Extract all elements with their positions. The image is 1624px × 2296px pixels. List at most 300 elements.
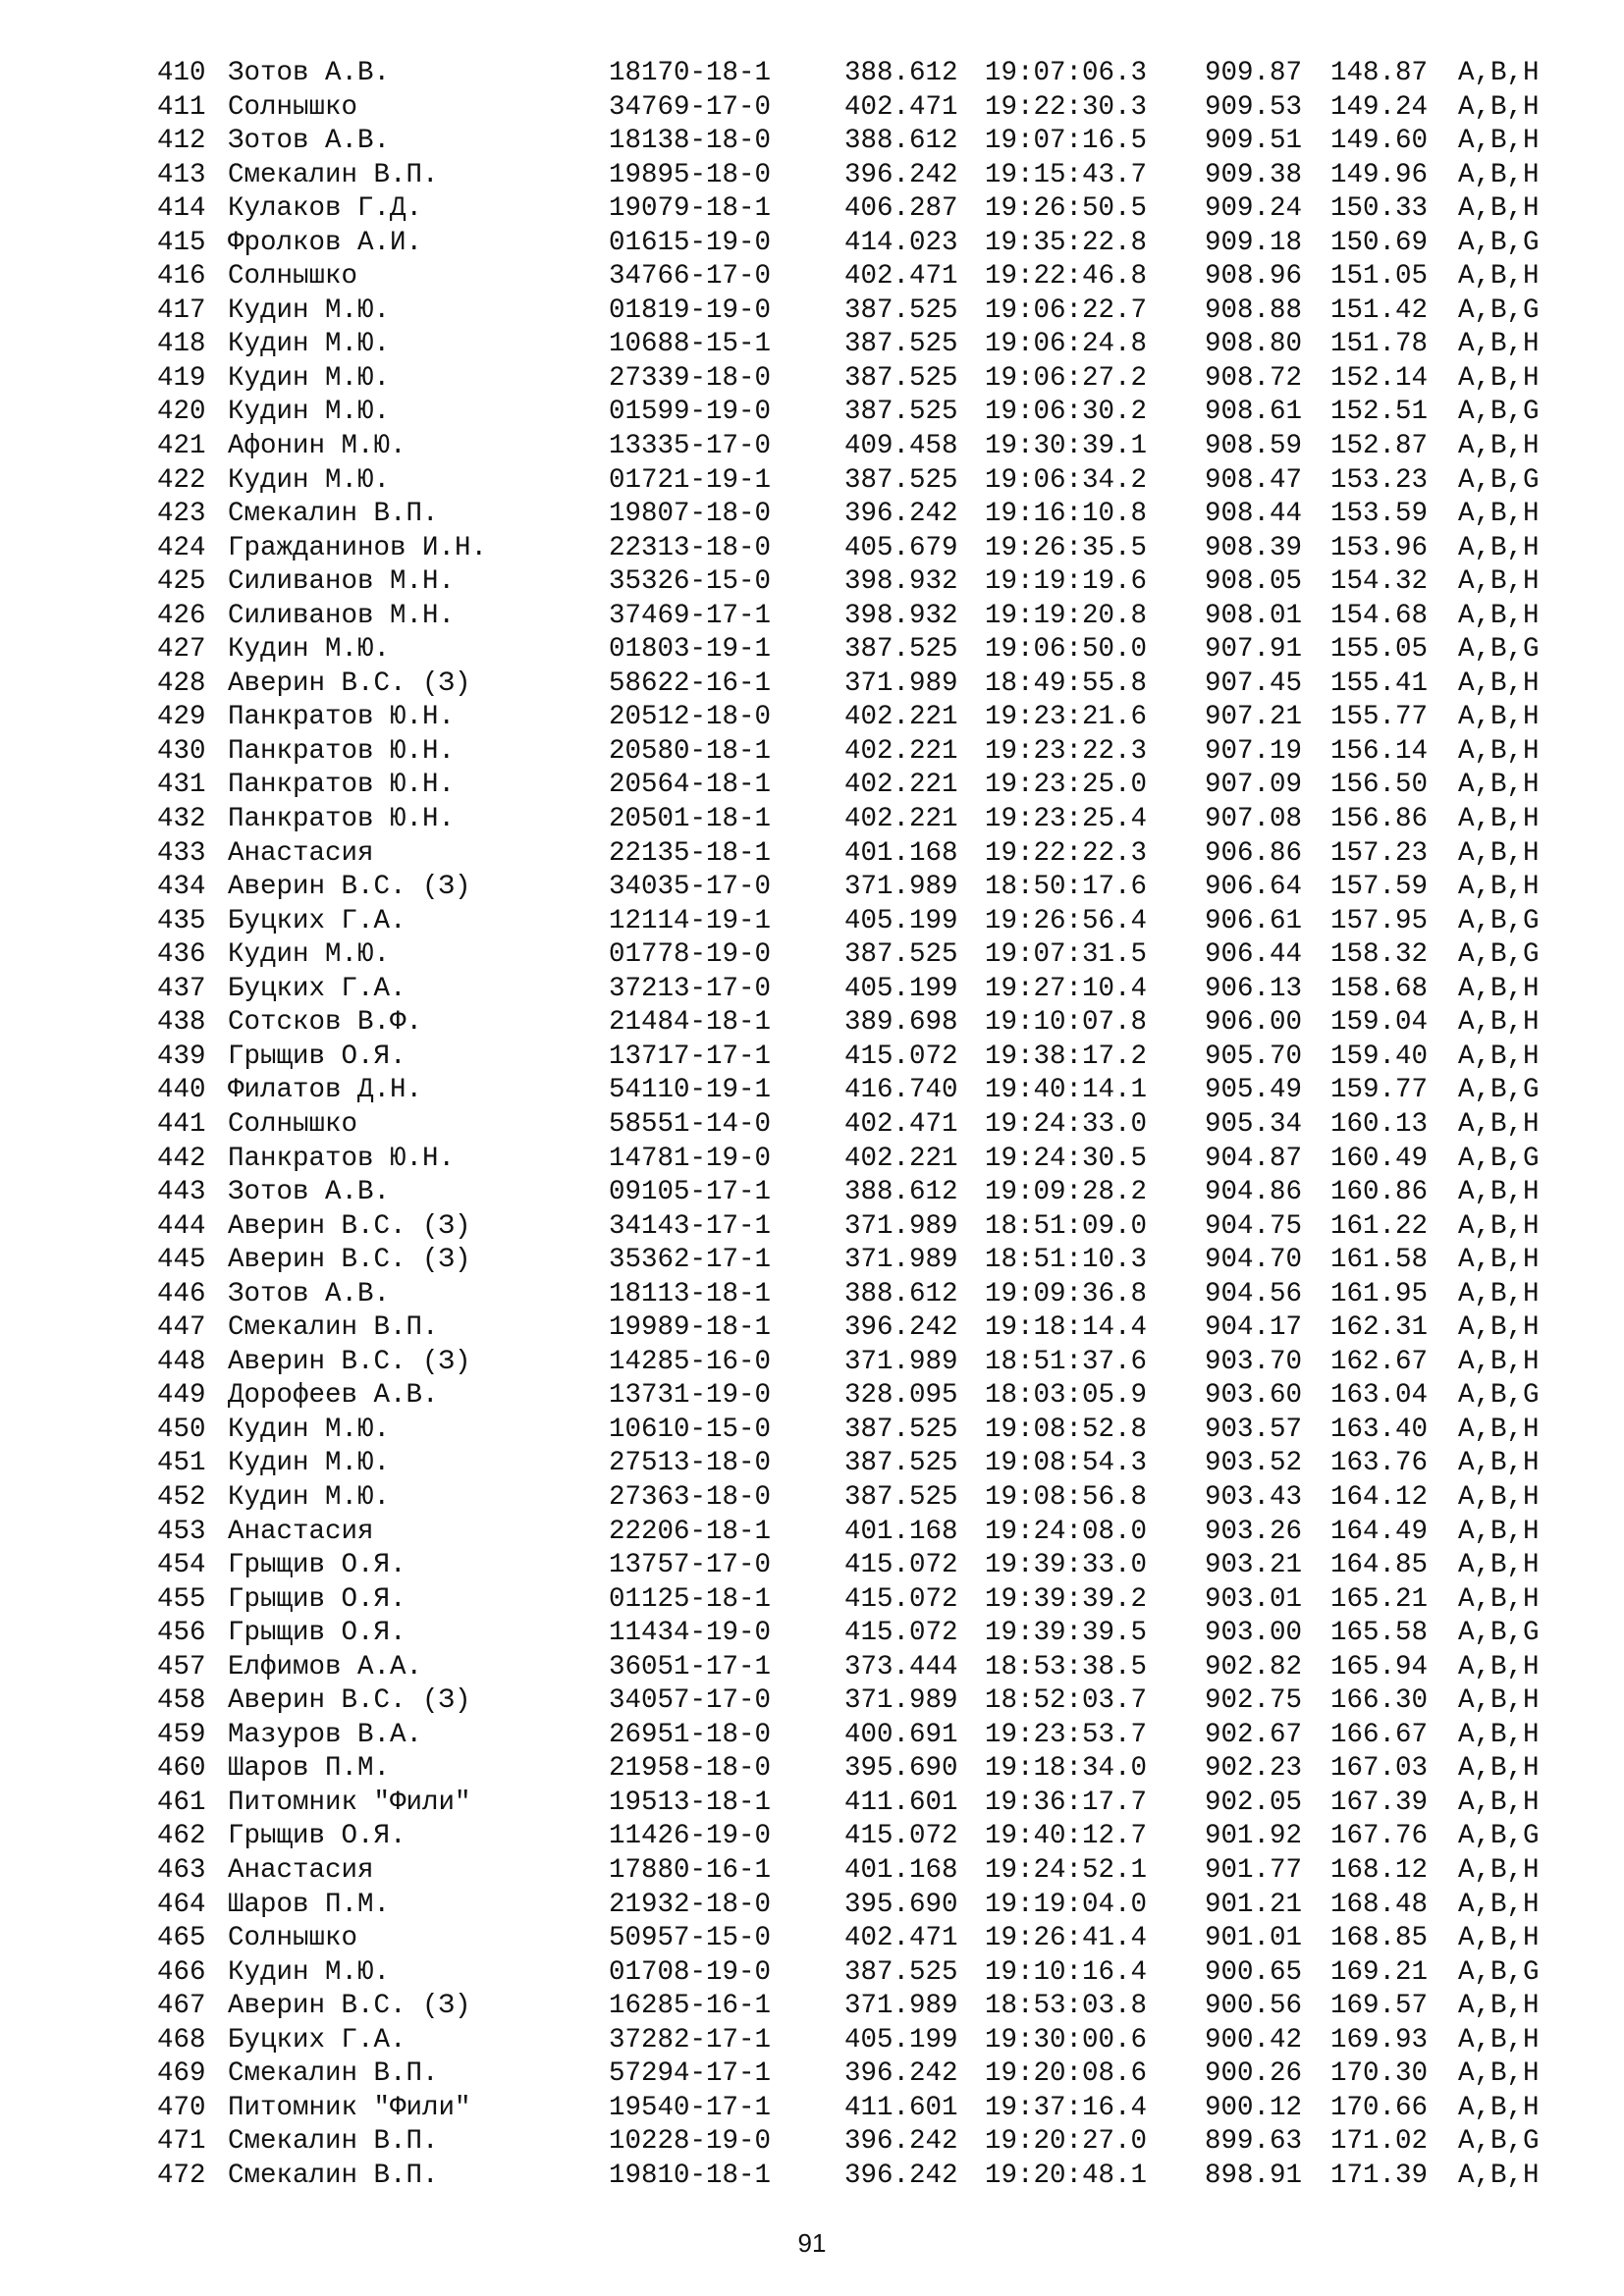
row-number-cell: 449 bbox=[157, 1380, 206, 1412]
ring-number-cell: 22313-18-0 bbox=[609, 532, 772, 563]
coefficient-cell: 156.86 bbox=[1330, 804, 1429, 835]
categories-cell: A,B,G bbox=[1458, 634, 1540, 666]
distance-cell: 396.242 bbox=[844, 159, 958, 190]
arrival-time-cell: 19:40:12.7 bbox=[985, 1821, 1148, 1852]
categories-cell: A,B,G bbox=[1458, 1956, 1540, 1988]
table-row bbox=[157, 159, 1576, 193]
ring-number-cell: 58551-14-0 bbox=[609, 1108, 772, 1140]
distance-cell: 387.525 bbox=[844, 634, 958, 666]
table-row bbox=[157, 1210, 1576, 1245]
distance-cell: 371.989 bbox=[844, 667, 958, 699]
ring-number-cell: 13335-17-0 bbox=[609, 431, 772, 462]
distance-cell: 401.168 bbox=[844, 837, 958, 869]
table-row bbox=[157, 430, 1576, 464]
owner-name-cell: Питомник "Фили" bbox=[228, 1787, 471, 1818]
row-number-cell: 442 bbox=[157, 1143, 206, 1174]
coefficient-cell: 153.96 bbox=[1330, 532, 1429, 563]
owner-name-cell: Гражданинов И.Н. bbox=[228, 532, 488, 563]
speed-cell: 907.09 bbox=[1205, 770, 1303, 801]
owner-name-cell: Грыщив О.Я. bbox=[228, 1550, 406, 1581]
categories-cell: A,B,H bbox=[1458, 58, 1540, 88]
ring-number-cell: 57294-17-1 bbox=[609, 2058, 772, 2090]
speed-cell: 904.86 bbox=[1205, 1177, 1303, 1208]
categories-cell: A,B,H bbox=[1458, 2092, 1540, 2123]
speed-cell: 902.23 bbox=[1205, 1753, 1303, 1785]
categories-cell: A,B,H bbox=[1458, 1278, 1540, 1309]
distance-cell: 415.072 bbox=[844, 1583, 958, 1615]
distance-cell: 396.242 bbox=[844, 2058, 958, 2090]
owner-name-cell: Солнышко bbox=[228, 91, 358, 123]
arrival-time-cell: 19:39:39.2 bbox=[985, 1583, 1148, 1615]
owner-name-cell: Кудин М.Ю. bbox=[228, 1448, 391, 1479]
categories-cell: A,B,G bbox=[1458, 905, 1540, 936]
table-row bbox=[157, 1006, 1576, 1041]
owner-name-cell: Солнышко bbox=[228, 1923, 358, 1954]
coefficient-cell: 160.13 bbox=[1330, 1108, 1429, 1140]
categories-cell: A,B,H bbox=[1458, 1991, 1540, 2022]
coefficient-cell: 155.05 bbox=[1330, 634, 1429, 666]
owner-name-cell: Панкратов Ю.Н. bbox=[228, 735, 456, 767]
row-number-cell: 457 bbox=[157, 1651, 206, 1682]
arrival-time-cell: 19:22:30.3 bbox=[985, 91, 1148, 123]
table-row bbox=[157, 1447, 1576, 1481]
distance-cell: 402.221 bbox=[844, 735, 958, 767]
owner-name-cell: Буцких Г.А. bbox=[228, 905, 406, 936]
coefficient-cell: 154.32 bbox=[1330, 566, 1429, 598]
owner-name-cell: Буцких Г.А. bbox=[228, 973, 406, 1004]
speed-cell: 909.24 bbox=[1205, 193, 1303, 225]
coefficient-cell: 167.39 bbox=[1330, 1787, 1429, 1818]
coefficient-cell: 160.86 bbox=[1330, 1177, 1429, 1208]
coefficient-cell: 151.05 bbox=[1330, 261, 1429, 293]
coefficient-cell: 165.94 bbox=[1330, 1651, 1429, 1682]
speed-cell: 904.75 bbox=[1205, 1210, 1303, 1242]
coefficient-cell: 158.68 bbox=[1330, 973, 1429, 1004]
row-number-cell: 453 bbox=[157, 1516, 206, 1547]
table-row bbox=[157, 2125, 1576, 2160]
arrival-time-cell: 19:06:24.8 bbox=[985, 329, 1148, 360]
distance-cell: 415.072 bbox=[844, 1618, 958, 1649]
distance-cell: 409.458 bbox=[844, 431, 958, 462]
distance-cell: 415.072 bbox=[844, 1550, 958, 1581]
ring-number-cell: 16285-16-1 bbox=[609, 1991, 772, 2022]
distance-cell: 405.679 bbox=[844, 532, 958, 563]
ring-number-cell: 19895-18-0 bbox=[609, 159, 772, 190]
arrival-time-cell: 19:39:33.0 bbox=[985, 1550, 1148, 1581]
table-row bbox=[157, 260, 1576, 294]
speed-cell: 906.13 bbox=[1205, 973, 1303, 1004]
row-number-cell: 459 bbox=[157, 1719, 206, 1750]
ring-number-cell: 01721-19-1 bbox=[609, 464, 772, 496]
owner-name-cell: Зотов А.В. bbox=[228, 58, 391, 88]
arrival-time-cell: 19:09:36.8 bbox=[985, 1278, 1148, 1309]
row-number-cell: 428 bbox=[157, 667, 206, 699]
coefficient-cell: 149.96 bbox=[1330, 159, 1429, 190]
table-row bbox=[157, 1820, 1576, 1854]
categories-cell: A,B,G bbox=[1458, 939, 1540, 971]
coefficient-cell: 166.67 bbox=[1330, 1719, 1429, 1750]
speed-cell: 908.61 bbox=[1205, 397, 1303, 428]
coefficient-cell: 158.32 bbox=[1330, 939, 1429, 971]
ring-number-cell: 18170-18-1 bbox=[609, 58, 772, 88]
distance-cell: 387.525 bbox=[844, 1448, 958, 1479]
speed-cell: 900.56 bbox=[1205, 1991, 1303, 2022]
owner-name-cell: Солнышко bbox=[228, 1108, 358, 1140]
categories-cell: A,B,H bbox=[1458, 499, 1540, 530]
table-row bbox=[157, 1922, 1576, 1956]
table-row bbox=[157, 938, 1576, 973]
coefficient-cell: 159.77 bbox=[1330, 1075, 1429, 1106]
categories-cell: A,B,H bbox=[1458, 770, 1540, 801]
arrival-time-cell: 19:30:00.6 bbox=[985, 2024, 1148, 2056]
categories-cell: A,B,H bbox=[1458, 329, 1540, 360]
distance-cell: 389.698 bbox=[844, 1007, 958, 1039]
coefficient-cell: 170.66 bbox=[1330, 2092, 1429, 2123]
arrival-time-cell: 19:18:14.4 bbox=[985, 1312, 1148, 1344]
table-row bbox=[157, 1481, 1576, 1516]
speed-cell: 908.01 bbox=[1205, 600, 1303, 631]
ring-number-cell: 27339-18-0 bbox=[609, 362, 772, 394]
table-row bbox=[157, 769, 1576, 803]
owner-name-cell: Аверин В.С. (З) bbox=[228, 1245, 471, 1276]
owner-name-cell: Кудин М.Ю. bbox=[228, 464, 391, 496]
arrival-time-cell: 19:40:14.1 bbox=[985, 1075, 1148, 1106]
row-number-cell: 454 bbox=[157, 1550, 206, 1581]
row-number-cell: 451 bbox=[157, 1448, 206, 1479]
coefficient-cell: 150.69 bbox=[1330, 227, 1429, 258]
owner-name-cell: Дорофеев А.В. bbox=[228, 1380, 439, 1412]
speed-cell: 906.00 bbox=[1205, 1007, 1303, 1039]
owner-name-cell: Панкратов Ю.Н. bbox=[228, 770, 456, 801]
speed-cell: 902.67 bbox=[1205, 1719, 1303, 1750]
table-row bbox=[157, 294, 1576, 329]
ring-number-cell: 14781-19-0 bbox=[609, 1143, 772, 1174]
ring-number-cell: 09105-17-1 bbox=[609, 1177, 772, 1208]
ring-number-cell: 13731-19-0 bbox=[609, 1380, 772, 1412]
page-number: 91 bbox=[797, 2228, 827, 2258]
categories-cell: A,B,H bbox=[1458, 2160, 1540, 2191]
speed-cell: 899.63 bbox=[1205, 2126, 1303, 2158]
arrival-time-cell: 19:07:31.5 bbox=[985, 939, 1148, 971]
arrival-time-cell: 19:19:19.6 bbox=[985, 566, 1148, 598]
table-row bbox=[157, 1041, 1576, 1075]
ring-number-cell: 35326-15-0 bbox=[609, 566, 772, 598]
coefficient-cell: 148.87 bbox=[1330, 58, 1429, 88]
coefficient-cell: 167.03 bbox=[1330, 1753, 1429, 1785]
table-row bbox=[157, 2057, 1576, 2092]
categories-cell: A,B,G bbox=[1458, 227, 1540, 258]
table-row bbox=[157, 2024, 1576, 2058]
coefficient-cell: 156.50 bbox=[1330, 770, 1429, 801]
table-row bbox=[157, 1583, 1576, 1618]
categories-cell: A,B,G bbox=[1458, 2126, 1540, 2158]
owner-name-cell: Анастасия bbox=[228, 837, 374, 869]
ring-number-cell: 50957-15-0 bbox=[609, 1923, 772, 1954]
arrival-time-cell: 19:16:10.8 bbox=[985, 499, 1148, 530]
arrival-time-cell: 19:18:34.0 bbox=[985, 1753, 1148, 1785]
row-number-cell: 412 bbox=[157, 126, 206, 157]
owner-name-cell: Смекалин В.П. bbox=[228, 2126, 439, 2158]
categories-cell: A,B,H bbox=[1458, 1516, 1540, 1547]
owner-name-cell: Зотов А.В. bbox=[228, 1177, 391, 1208]
coefficient-cell: 151.78 bbox=[1330, 329, 1429, 360]
distance-cell: 388.612 bbox=[844, 58, 958, 88]
row-number-cell: 421 bbox=[157, 431, 206, 462]
table-row bbox=[157, 633, 1576, 667]
arrival-time-cell: 19:26:35.5 bbox=[985, 532, 1148, 563]
owner-name-cell: Кудин М.Ю. bbox=[228, 634, 391, 666]
categories-cell: A,B,G bbox=[1458, 1143, 1540, 1174]
categories-cell: A,B,H bbox=[1458, 261, 1540, 293]
categories-cell: A,B,H bbox=[1458, 1312, 1540, 1344]
owner-name-cell: Кудин М.Ю. bbox=[228, 362, 391, 394]
owner-name-cell: Питомник "Фили" bbox=[228, 2092, 471, 2123]
arrival-time-cell: 18:51:10.3 bbox=[985, 1245, 1148, 1276]
coefficient-cell: 168.85 bbox=[1330, 1923, 1429, 1954]
ring-number-cell: 34143-17-1 bbox=[609, 1210, 772, 1242]
ring-number-cell: 19807-18-0 bbox=[609, 499, 772, 530]
coefficient-cell: 149.60 bbox=[1330, 126, 1429, 157]
row-number-cell: 456 bbox=[157, 1618, 206, 1649]
speed-cell: 906.86 bbox=[1205, 837, 1303, 869]
owner-name-cell: Буцких Г.А. bbox=[228, 2024, 406, 2056]
ring-number-cell: 37469-17-1 bbox=[609, 600, 772, 631]
row-number-cell: 455 bbox=[157, 1583, 206, 1615]
ring-number-cell: 21932-18-0 bbox=[609, 1889, 772, 1920]
categories-cell: A,B,H bbox=[1458, 1719, 1540, 1750]
categories-cell: A,B,H bbox=[1458, 1854, 1540, 1886]
coefficient-cell: 151.42 bbox=[1330, 294, 1429, 326]
ring-number-cell: 34057-17-0 bbox=[609, 1685, 772, 1717]
table-row bbox=[157, 498, 1576, 532]
arrival-time-cell: 19:10:16.4 bbox=[985, 1956, 1148, 1988]
categories-cell: A,B,H bbox=[1458, 735, 1540, 767]
categories-cell: A,B,H bbox=[1458, 1007, 1540, 1039]
arrival-time-cell: 19:26:56.4 bbox=[985, 905, 1148, 936]
arrival-time-cell: 19:24:08.0 bbox=[985, 1516, 1148, 1547]
distance-cell: 396.242 bbox=[844, 2126, 958, 2158]
owner-name-cell: Грыщив О.Я. bbox=[228, 1618, 406, 1649]
ring-number-cell: 26951-18-0 bbox=[609, 1719, 772, 1750]
row-number-cell: 414 bbox=[157, 193, 206, 225]
arrival-time-cell: 19:23:21.6 bbox=[985, 702, 1148, 733]
coefficient-cell: 152.14 bbox=[1330, 362, 1429, 394]
distance-cell: 373.444 bbox=[844, 1651, 958, 1682]
ring-number-cell: 37282-17-1 bbox=[609, 2024, 772, 2056]
arrival-time-cell: 19:19:20.8 bbox=[985, 600, 1148, 631]
row-number-cell: 448 bbox=[157, 1346, 206, 1377]
speed-cell: 908.47 bbox=[1205, 464, 1303, 496]
owner-name-cell: Аверин В.С. (З) bbox=[228, 1991, 471, 2022]
ring-number-cell: 01615-19-0 bbox=[609, 227, 772, 258]
categories-cell: A,B,H bbox=[1458, 804, 1540, 835]
row-number-cell: 424 bbox=[157, 532, 206, 563]
distance-cell: 371.989 bbox=[844, 872, 958, 903]
speed-cell: 908.88 bbox=[1205, 294, 1303, 326]
row-number-cell: 432 bbox=[157, 804, 206, 835]
arrival-time-cell: 18:53:03.8 bbox=[985, 1991, 1148, 2022]
owner-name-cell: Панкратов Ю.Н. bbox=[228, 804, 456, 835]
row-number-cell: 437 bbox=[157, 973, 206, 1004]
table-row bbox=[157, 1752, 1576, 1787]
speed-cell: 898.91 bbox=[1205, 2160, 1303, 2191]
owner-name-cell: Солнышко bbox=[228, 261, 358, 293]
ring-number-cell: 13717-17-1 bbox=[609, 1041, 772, 1072]
coefficient-cell: 160.49 bbox=[1330, 1143, 1429, 1174]
ring-number-cell: 18138-18-0 bbox=[609, 126, 772, 157]
arrival-time-cell: 19:06:50.0 bbox=[985, 634, 1148, 666]
distance-cell: 405.199 bbox=[844, 973, 958, 1004]
table-row bbox=[157, 735, 1576, 770]
speed-cell: 907.19 bbox=[1205, 735, 1303, 767]
table-row bbox=[157, 362, 1576, 397]
categories-cell: A,B,G bbox=[1458, 294, 1540, 326]
row-number-cell: 445 bbox=[157, 1245, 206, 1276]
table-row bbox=[157, 328, 1576, 362]
owner-name-cell: Аверин В.С. (З) bbox=[228, 667, 471, 699]
distance-cell: 415.072 bbox=[844, 1821, 958, 1852]
speed-cell: 905.70 bbox=[1205, 1041, 1303, 1072]
arrival-time-cell: 19:23:25.0 bbox=[985, 770, 1148, 801]
row-number-cell: 427 bbox=[157, 634, 206, 666]
owner-name-cell: Аверин В.С. (З) bbox=[228, 1685, 471, 1717]
table-row bbox=[157, 2160, 1576, 2194]
categories-cell: A,B,H bbox=[1458, 1889, 1540, 1920]
row-number-cell: 420 bbox=[157, 397, 206, 428]
distance-cell: 388.612 bbox=[844, 1177, 958, 1208]
table-row bbox=[157, 600, 1576, 634]
table-row bbox=[157, 1108, 1576, 1143]
table-row bbox=[157, 565, 1576, 600]
ring-number-cell: 12114-19-1 bbox=[609, 905, 772, 936]
table-row bbox=[157, 1379, 1576, 1414]
coefficient-cell: 164.85 bbox=[1330, 1550, 1429, 1581]
ring-number-cell: 36051-17-1 bbox=[609, 1651, 772, 1682]
ring-number-cell: 18113-18-1 bbox=[609, 1278, 772, 1309]
ring-number-cell: 34766-17-0 bbox=[609, 261, 772, 293]
arrival-time-cell: 18:51:09.0 bbox=[985, 1210, 1148, 1242]
speed-cell: 909.18 bbox=[1205, 227, 1303, 258]
owner-name-cell: Зотов А.В. bbox=[228, 126, 391, 157]
coefficient-cell: 153.23 bbox=[1330, 464, 1429, 496]
owner-name-cell: Силиванов М.Н. bbox=[228, 600, 456, 631]
row-number-cell: 435 bbox=[157, 905, 206, 936]
arrival-time-cell: 18:51:37.6 bbox=[985, 1346, 1148, 1377]
row-number-cell: 452 bbox=[157, 1481, 206, 1513]
table-row bbox=[157, 1346, 1576, 1380]
arrival-time-cell: 19:24:33.0 bbox=[985, 1108, 1148, 1140]
speed-cell: 907.21 bbox=[1205, 702, 1303, 733]
distance-cell: 401.168 bbox=[844, 1854, 958, 1886]
row-number-cell: 433 bbox=[157, 837, 206, 869]
coefficient-cell: 161.58 bbox=[1330, 1245, 1429, 1276]
table-row bbox=[157, 1414, 1576, 1448]
categories-cell: A,B,H bbox=[1458, 1787, 1540, 1818]
distance-cell: 401.168 bbox=[844, 1516, 958, 1547]
speed-cell: 903.70 bbox=[1205, 1346, 1303, 1377]
row-number-cell: 450 bbox=[157, 1414, 206, 1445]
row-number-cell: 411 bbox=[157, 91, 206, 123]
categories-cell: A,B,H bbox=[1458, 193, 1540, 225]
owner-name-cell: Шаров П.М. bbox=[228, 1889, 391, 1920]
speed-cell: 900.12 bbox=[1205, 2092, 1303, 2123]
arrival-time-cell: 19:36:17.7 bbox=[985, 1787, 1148, 1818]
table-row bbox=[157, 532, 1576, 566]
speed-cell: 908.59 bbox=[1205, 431, 1303, 462]
speed-cell: 902.05 bbox=[1205, 1787, 1303, 1818]
ring-number-cell: 14285-16-0 bbox=[609, 1346, 772, 1377]
speed-cell: 903.60 bbox=[1205, 1380, 1303, 1412]
owner-name-cell: Аверин В.С. (З) bbox=[228, 1210, 471, 1242]
categories-cell: A,B,H bbox=[1458, 1346, 1540, 1377]
results-table bbox=[157, 57, 1576, 2193]
coefficient-cell: 169.93 bbox=[1330, 2024, 1429, 2056]
speed-cell: 907.08 bbox=[1205, 804, 1303, 835]
speed-cell: 901.92 bbox=[1205, 1821, 1303, 1852]
row-number-cell: 461 bbox=[157, 1787, 206, 1818]
speed-cell: 907.45 bbox=[1205, 667, 1303, 699]
speed-cell: 905.34 bbox=[1205, 1108, 1303, 1140]
ring-number-cell: 01599-19-0 bbox=[609, 397, 772, 428]
ring-number-cell: 10688-15-1 bbox=[609, 329, 772, 360]
categories-cell: A,B,H bbox=[1458, 1481, 1540, 1513]
speed-cell: 908.96 bbox=[1205, 261, 1303, 293]
table-row bbox=[157, 396, 1576, 430]
row-number-cell: 415 bbox=[157, 227, 206, 258]
row-number-cell: 441 bbox=[157, 1108, 206, 1140]
table-row bbox=[157, 973, 1576, 1007]
speed-cell: 907.91 bbox=[1205, 634, 1303, 666]
coefficient-cell: 156.14 bbox=[1330, 735, 1429, 767]
owner-name-cell: Смекалин В.П. bbox=[228, 1312, 439, 1344]
owner-name-cell: Кудин М.Ю. bbox=[228, 294, 391, 326]
speed-cell: 902.82 bbox=[1205, 1651, 1303, 1682]
table-row bbox=[157, 192, 1576, 227]
arrival-time-cell: 19:24:30.5 bbox=[985, 1143, 1148, 1174]
distance-cell: 402.471 bbox=[844, 91, 958, 123]
speed-cell: 903.21 bbox=[1205, 1550, 1303, 1581]
row-number-cell: 419 bbox=[157, 362, 206, 394]
distance-cell: 388.612 bbox=[844, 126, 958, 157]
categories-cell: A,B,G bbox=[1458, 1075, 1540, 1106]
categories-cell: A,B,H bbox=[1458, 973, 1540, 1004]
arrival-time-cell: 19:06:30.2 bbox=[985, 397, 1148, 428]
ring-number-cell: 20501-18-1 bbox=[609, 804, 772, 835]
table-row bbox=[157, 1956, 1576, 1991]
arrival-time-cell: 19:09:28.2 bbox=[985, 1177, 1148, 1208]
owner-name-cell: Анастасия bbox=[228, 1516, 374, 1547]
distance-cell: 402.471 bbox=[844, 1108, 958, 1140]
arrival-time-cell: 19:06:22.7 bbox=[985, 294, 1148, 326]
speed-cell: 905.49 bbox=[1205, 1075, 1303, 1106]
speed-cell: 908.39 bbox=[1205, 532, 1303, 563]
owner-name-cell: Панкратов Ю.Н. bbox=[228, 702, 456, 733]
row-number-cell: 462 bbox=[157, 1821, 206, 1852]
owner-name-cell: Грыщив О.Я. bbox=[228, 1041, 406, 1072]
ring-number-cell: 54110-19-1 bbox=[609, 1075, 772, 1106]
table-row bbox=[157, 464, 1576, 499]
table-row bbox=[157, 1651, 1576, 1685]
arrival-time-cell: 18:50:17.6 bbox=[985, 872, 1148, 903]
owner-name-cell: Кудин М.Ю. bbox=[228, 397, 391, 428]
owner-name-cell: Шаров П.М. bbox=[228, 1753, 391, 1785]
owner-name-cell: Афонин М.Ю. bbox=[228, 431, 406, 462]
arrival-time-cell: 19:22:46.8 bbox=[985, 261, 1148, 293]
distance-cell: 414.023 bbox=[844, 227, 958, 258]
distance-cell: 396.242 bbox=[844, 499, 958, 530]
speed-cell: 906.44 bbox=[1205, 939, 1303, 971]
table-row bbox=[157, 1787, 1576, 1821]
